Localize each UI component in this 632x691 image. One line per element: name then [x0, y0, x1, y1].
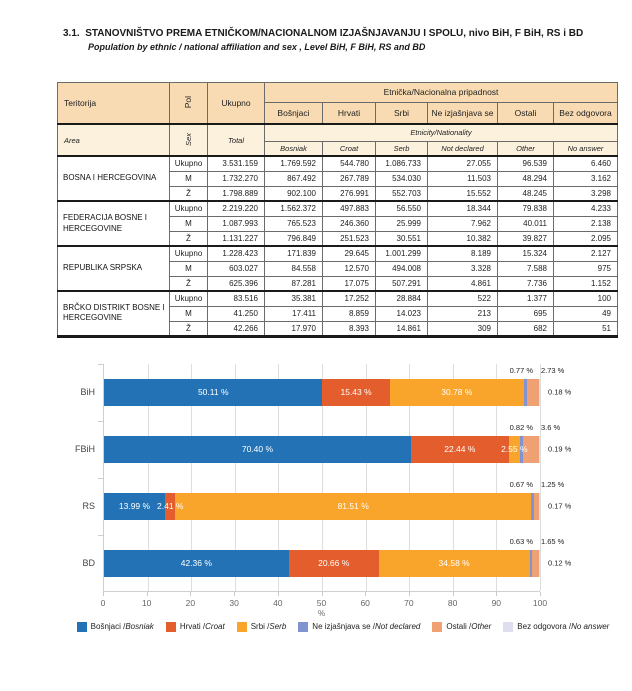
- axis-tick-label: 0: [100, 597, 106, 608]
- legend-label-en: Bosniak: [125, 622, 154, 631]
- region-name: FEDERACIJA BOSNE I HERCEGOVINE: [58, 201, 170, 246]
- segment-value-label: 42.36 %: [180, 558, 212, 568]
- table-row: [58, 156, 618, 171]
- axis-tick: [103, 592, 104, 596]
- value-cell: 11.503: [428, 171, 498, 186]
- sex-cell: M: [170, 171, 208, 186]
- value-cell: 2.138: [554, 216, 618, 231]
- bar-segment: [104, 493, 165, 520]
- sex-cell: M: [170, 216, 208, 231]
- axis-tick: [365, 592, 366, 596]
- stacked-bar: [104, 436, 540, 463]
- not-declared-label: 0.82 %: [509, 422, 533, 432]
- header-sex: Sex: [170, 124, 208, 156]
- value-cell: 87.281: [265, 276, 323, 291]
- legend-item: [432, 622, 491, 632]
- header-col-no-answer: No answer: [554, 141, 618, 156]
- value-cell: 1.377: [498, 291, 554, 306]
- sex-cell: Ž: [170, 321, 208, 336]
- no-answer-label: 0.12 %: [548, 558, 572, 568]
- no-answer-label: 0.19 %: [548, 444, 572, 454]
- total-cell: 3.531.159: [208, 156, 265, 171]
- segment-value-label: 22.44 %: [444, 444, 476, 454]
- bar-segment: [157, 493, 184, 520]
- segment-value-label: 2.55 %: [501, 444, 528, 454]
- bar-row: [75, 421, 572, 478]
- chart-plot: [75, 364, 572, 592]
- value-cell: 40.011: [498, 216, 554, 231]
- population-table: [57, 82, 618, 338]
- bar-segment: [289, 550, 379, 577]
- chart-x-axis: [100, 592, 548, 618]
- header-col-bez-odgovora: Bez odgovora: [554, 102, 618, 124]
- value-cell: 15.552: [428, 186, 498, 201]
- value-cell: 552.703: [376, 186, 428, 201]
- value-cell: 17.411: [265, 306, 323, 321]
- bar-segment: [104, 550, 289, 577]
- legend-label-en: Serb: [269, 622, 287, 631]
- legend-label-bs: Srbi /: [250, 622, 270, 631]
- segment-value-label: 34.58 %: [438, 558, 470, 568]
- axis-tick: [322, 592, 323, 596]
- total-cell: 1.798.889: [208, 186, 265, 201]
- value-cell: 79.838: [498, 201, 554, 216]
- not-declared-label: 0.67 %: [509, 479, 533, 489]
- not-declared-label: 0.63 %: [509, 536, 533, 546]
- bar-segment: [532, 550, 539, 577]
- value-cell: 251.523: [323, 231, 376, 246]
- value-cell: 39.827: [498, 231, 554, 246]
- no-answer-label: 0.17 %: [548, 501, 572, 511]
- stacked-bar: [104, 493, 540, 520]
- value-cell: 96.539: [498, 156, 554, 171]
- axis-tick-label: 100: [532, 597, 548, 608]
- gridline: [540, 364, 541, 591]
- legend-item: [503, 622, 609, 632]
- legend-label-en: Croat: [205, 622, 225, 631]
- bar-row: [82, 535, 572, 592]
- legend-item: [166, 622, 225, 632]
- header-col-serb: Serb: [376, 141, 428, 156]
- stacked-bar: [104, 379, 540, 406]
- header-col-ostali: Ostali: [498, 102, 554, 124]
- total-cell: 1.228.423: [208, 246, 265, 261]
- table-row: [58, 201, 618, 216]
- axis-tick-label: 30: [229, 597, 239, 608]
- value-cell: 8.189: [428, 246, 498, 261]
- bar-segment: [379, 550, 530, 577]
- value-cell: 246.360: [323, 216, 376, 231]
- value-cell: 3.162: [554, 171, 618, 186]
- value-cell: 7.736: [498, 276, 554, 291]
- page-subtitle: Population by ethnic / national affiliation and sex , Level BiH, F BiH, RS and BD: [88, 41, 426, 52]
- value-cell: 796.849: [265, 231, 323, 246]
- header-col-ne-izjasnjava: Ne izjašnjava se: [428, 102, 498, 124]
- total-cell: 1.131.227: [208, 231, 265, 246]
- value-cell: 695: [498, 306, 554, 321]
- value-cell: 522: [428, 291, 498, 306]
- region-name: BOSNA I HERCEGOVINA: [58, 156, 170, 201]
- legend-label-bs: Hrvati /: [179, 622, 206, 631]
- value-cell: 1.152: [554, 276, 618, 291]
- value-cell: 48.245: [498, 186, 554, 201]
- bar-segment: [501, 436, 528, 463]
- axis-tick: [190, 592, 191, 596]
- legend-label-en: No answer: [571, 622, 610, 631]
- stacked-bar: [104, 550, 540, 577]
- header-ethnicity-group-bs: Etnička/Nacionalna pripadnost: [265, 82, 618, 102]
- legend-label-bs: Bošnjaci /: [90, 622, 126, 631]
- value-cell: 867.492: [265, 171, 323, 186]
- axis-tick: [234, 592, 235, 596]
- axis-tick-label: 20: [185, 597, 196, 608]
- bar-segment: [539, 493, 540, 520]
- value-cell: 7.962: [428, 216, 498, 231]
- segment-value-label: 50.11 %: [197, 387, 229, 397]
- other-label: 1.25 %: [541, 479, 565, 489]
- value-cell: 7.588: [498, 261, 554, 276]
- value-cell: 309: [428, 321, 498, 336]
- header-ethnicity-group-en: Etnicity/Nationality: [265, 124, 618, 141]
- header-col-bosnjaci: Bošnjaci: [265, 102, 323, 124]
- other-label: 2.73 %: [541, 365, 565, 375]
- value-cell: 56.550: [376, 201, 428, 216]
- header-pol: Pol: [170, 82, 208, 124]
- legend-label-bs: Ne izjašnjava se /: [312, 622, 375, 631]
- segment-value-label: 81.51 %: [337, 501, 369, 511]
- value-cell: 49: [554, 306, 618, 321]
- value-cell: 8.859: [323, 306, 376, 321]
- region-name: BRČKO DISTRIKT BOSNE I HERCEGOVINE: [58, 291, 170, 336]
- segment-value-label: 20.66 %: [318, 558, 350, 568]
- value-cell: 1.769.592: [265, 156, 323, 171]
- table-body: [58, 156, 618, 336]
- total-cell: 41.250: [208, 306, 265, 321]
- value-cell: 51: [554, 321, 618, 336]
- bar-segment: [175, 493, 530, 520]
- sex-cell: Ukupno: [170, 201, 208, 216]
- value-cell: 1.086.733: [376, 156, 428, 171]
- axis-tick-label: 80: [447, 597, 458, 608]
- value-cell: 975: [554, 261, 618, 276]
- bar-segment: [539, 379, 540, 406]
- segment-value-label: 2.41 %: [157, 501, 184, 511]
- value-cell: 15.324: [498, 246, 554, 261]
- value-cell: 35.381: [265, 291, 323, 306]
- axis-tick: [453, 592, 454, 596]
- segment-value-label: 15.43 %: [340, 387, 372, 397]
- value-cell: 6.460: [554, 156, 618, 171]
- segment-value-label: 30.78 %: [441, 387, 473, 397]
- value-cell: 497.883: [323, 201, 376, 216]
- bar-segment: [322, 379, 389, 406]
- chart-legend: [43, 622, 632, 632]
- bar-segment: [539, 436, 540, 463]
- value-cell: 4.861: [428, 276, 498, 291]
- value-cell: 171.839: [265, 246, 323, 261]
- axis-tick-label: 50: [316, 597, 327, 608]
- value-cell: 30.551: [376, 231, 428, 246]
- header-total: Total: [208, 124, 265, 156]
- value-cell: 17.970: [265, 321, 323, 336]
- legend-swatch: [237, 622, 247, 632]
- total-cell: 1.732.270: [208, 171, 265, 186]
- title-number: 3.1.: [63, 28, 80, 39]
- legend-label-bs: Bez odgovora /: [517, 622, 572, 631]
- header-col-srbi: Srbi: [376, 102, 428, 124]
- sex-cell: M: [170, 261, 208, 276]
- header-col-hrvati: Hrvati: [323, 102, 376, 124]
- header-col-bosniak: Bosniak: [265, 141, 323, 156]
- bar-segment: [390, 379, 524, 406]
- value-cell: 1.001.299: [376, 246, 428, 261]
- total-cell: 42.266: [208, 321, 265, 336]
- title-block: [63, 28, 632, 52]
- axis-tick: [496, 592, 497, 596]
- title-text: STANOVNIŠTVO PREMA ETNIČKOM/NACIONALNOM IZJAŠNJAVANJU I SPOLU, nivo BiH, F BiH, RS i BD: [85, 28, 584, 39]
- value-cell: 494.008: [376, 261, 428, 276]
- total-cell: 1.087.993: [208, 216, 265, 231]
- legend-swatch: [503, 622, 513, 632]
- sex-cell: Ž: [170, 276, 208, 291]
- axis-tick: [147, 592, 148, 596]
- value-cell: 267.789: [323, 171, 376, 186]
- value-cell: 902.100: [265, 186, 323, 201]
- total-cell: 603.027: [208, 261, 265, 276]
- axis-tick: [409, 592, 410, 596]
- legend-swatch: [77, 622, 87, 632]
- sex-cell: M: [170, 306, 208, 321]
- bar-segment: [527, 379, 539, 406]
- other-label: 1.65 %: [541, 536, 565, 546]
- axis-tick-label: 70: [404, 597, 414, 608]
- table-row: [58, 291, 618, 306]
- value-cell: 534.030: [376, 171, 428, 186]
- table-row: [58, 246, 618, 261]
- category-label: FBiH: [75, 444, 95, 454]
- category-label: BD: [82, 558, 95, 568]
- value-cell: 4.233: [554, 201, 618, 216]
- value-cell: 276.991: [323, 186, 376, 201]
- value-cell: 17.075: [323, 276, 376, 291]
- legend-item: [237, 622, 287, 632]
- value-cell: 18.344: [428, 201, 498, 216]
- value-cell: 544.780: [323, 156, 376, 171]
- no-answer-label: 0.18 %: [548, 387, 572, 397]
- stacked-bar-chart: [57, 364, 610, 632]
- bar-segment: [539, 550, 540, 577]
- value-cell: 100: [554, 291, 618, 306]
- header-col-other: Other: [498, 141, 554, 156]
- legend-label-en: Not declared: [375, 622, 421, 631]
- value-cell: 17.252: [323, 291, 376, 306]
- not-declared-label: 0.77 %: [509, 365, 533, 375]
- other-label: 3.6 %: [541, 422, 561, 432]
- legend-label-en: Other: [471, 622, 492, 631]
- axis-tick: [540, 592, 541, 596]
- value-cell: 12.570: [323, 261, 376, 276]
- value-cell: 3.328: [428, 261, 498, 276]
- bar-row: [82, 478, 572, 535]
- sex-cell: Ukupno: [170, 156, 208, 171]
- value-cell: 2.127: [554, 246, 618, 261]
- axis-tick: [278, 592, 279, 596]
- value-cell: 48.294: [498, 171, 554, 186]
- header-ukupno: Ukupno: [208, 82, 265, 124]
- category-label: RS: [82, 501, 95, 511]
- value-cell: 14.023: [376, 306, 428, 321]
- value-cell: 84.558: [265, 261, 323, 276]
- legend-swatch: [166, 622, 176, 632]
- value-cell: 765.523: [265, 216, 323, 231]
- header-col-croat: Croat: [323, 141, 376, 156]
- axis-tick-label: 40: [273, 597, 283, 608]
- segment-value-label: 13.99 %: [118, 501, 151, 511]
- total-cell: 2.219.220: [208, 201, 265, 216]
- value-cell: 10.382: [428, 231, 498, 246]
- x-axis-title: %: [317, 608, 326, 618]
- value-cell: 8.393: [323, 321, 376, 336]
- value-cell: 25.999: [376, 216, 428, 231]
- sex-cell: Ukupno: [170, 246, 208, 261]
- sex-cell: Ž: [170, 186, 208, 201]
- total-cell: 83.516: [208, 291, 265, 306]
- legend-item: [77, 622, 154, 632]
- value-cell: 29.645: [323, 246, 376, 261]
- region-name: REPUBLIKA SRPSKA: [58, 246, 170, 291]
- value-cell: 2.095: [554, 231, 618, 246]
- value-cell: 507.291: [376, 276, 428, 291]
- page-title: [63, 28, 632, 41]
- bar-row: [80, 364, 572, 421]
- value-cell: 27.055: [428, 156, 498, 171]
- legend-swatch: [298, 622, 308, 632]
- bar-segment: [104, 379, 322, 406]
- axis-tick-label: 90: [491, 597, 502, 608]
- bar-segment: [104, 436, 411, 463]
- value-cell: 3.298: [554, 186, 618, 201]
- sex-cell: Ž: [170, 231, 208, 246]
- value-cell: 28.884: [376, 291, 428, 306]
- header-teritorija: Teritorija: [58, 82, 170, 124]
- legend-item: [298, 622, 420, 632]
- legend-label-bs: Ostali /: [446, 622, 472, 631]
- legend-swatch: [432, 622, 442, 632]
- value-cell: 682: [498, 321, 554, 336]
- header-area: Area: [58, 124, 170, 156]
- sex-cell: Ukupno: [170, 291, 208, 306]
- value-cell: 1.562.372: [265, 201, 323, 216]
- value-cell: 14.861: [376, 321, 428, 336]
- header-col-not-declared: Not declared: [428, 141, 498, 156]
- total-cell: 625.396: [208, 276, 265, 291]
- category-label: BiH: [80, 387, 95, 397]
- bar-segment: [411, 436, 509, 463]
- axis-tick-label: 60: [360, 597, 370, 608]
- axis-tick-label: 10: [141, 597, 152, 608]
- value-cell: 213: [428, 306, 498, 321]
- segment-value-label: 70.40 %: [241, 444, 274, 454]
